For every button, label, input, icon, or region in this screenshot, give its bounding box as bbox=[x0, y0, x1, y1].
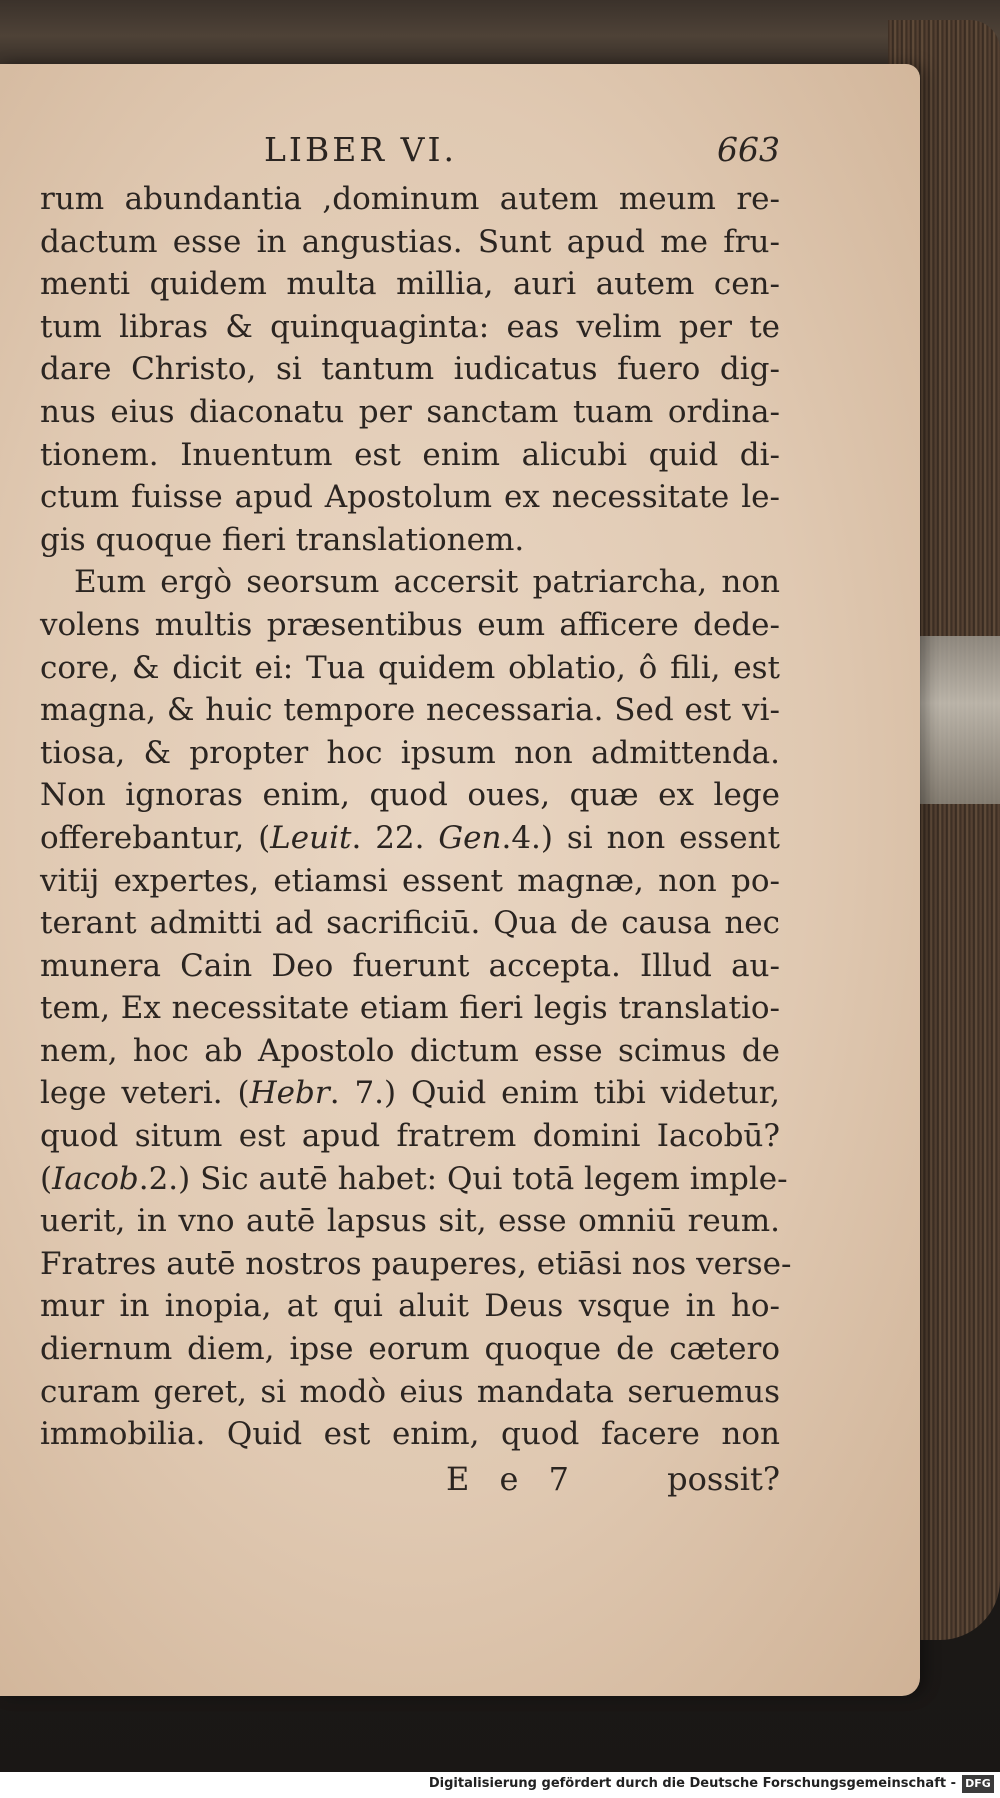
text-line: tiosa, & propter hoc ipsum non admittenda. bbox=[40, 734, 780, 771]
text-segment: . 22. bbox=[351, 819, 439, 856]
text-line: uerit, in vno autē lapsus sit, esse omniū reum. bbox=[40, 1203, 780, 1240]
text-segment: offerebantur, ( bbox=[40, 819, 271, 856]
scripture-citation: Gen bbox=[438, 819, 502, 856]
text-segment: .4.) si non essent bbox=[501, 819, 780, 856]
digitization-credit: Digitalisierung gefördert durch die Deutsche Forschungsgemeinschaft - bbox=[428, 1776, 956, 1791]
page-number: 663 bbox=[717, 130, 780, 169]
text-line: Fratres autē nostros pauperes, etiāsi nos verse- bbox=[40, 1245, 792, 1282]
text-line: nem, hoc ab Apostolo dictum esse scimus de bbox=[40, 1032, 780, 1069]
text-line: immobilia. Quid est enim, quod facere non bbox=[40, 1416, 780, 1453]
text-segment: .2.) Sic autē habet: Qui totā legem imple- bbox=[138, 1160, 788, 1197]
text-line: terant admitti ad sacrificiū. Qua de causa nec bbox=[40, 905, 780, 942]
text-line: tionem. Inuentum est enim alicubi quid di- bbox=[40, 436, 780, 473]
text-line: tem, Ex necessitate etiam fieri legis translatio- bbox=[40, 990, 780, 1027]
dfg-logo: DFG bbox=[962, 1775, 994, 1793]
text-line: dactum esse in angustias. Sunt apud me fru- bbox=[40, 223, 780, 260]
text-line: quod situm est apud fratrem domini Iacobū? bbox=[40, 1118, 780, 1155]
signature-mark: E e 7 bbox=[446, 1459, 579, 1498]
catchword: possit? bbox=[667, 1459, 780, 1498]
body-text bbox=[40, 178, 792, 1456]
text-line: core, & dicit ei: Tua quidem oblatio, ô fili, est bbox=[40, 649, 780, 686]
text-segment: lege veteri. ( bbox=[40, 1075, 250, 1112]
text-segment: ( bbox=[40, 1160, 53, 1197]
scripture-citation: Iacob bbox=[52, 1160, 139, 1197]
text-line bbox=[40, 817, 780, 860]
text-line: vitij expertes, etiamsi essent magnæ, non po- bbox=[40, 862, 780, 899]
text-line: Eum ergò seorsum accersit patriarcha, non bbox=[74, 564, 780, 601]
text-line: magna, & huic tempore necessaria. Sed est vi- bbox=[40, 692, 780, 729]
text-line: menti quidem multa millia, auri autem cen- bbox=[40, 266, 780, 303]
text-line: diernum diem, ipse eorum quoque de cætero bbox=[40, 1331, 780, 1368]
text-line: nus eius diaconatu per sanctam tuam ordina- bbox=[40, 393, 780, 430]
text-line: gis quoque fieri translationem. bbox=[40, 521, 525, 558]
text-line: tum libras & quinquaginta: eas velim per te bbox=[40, 308, 780, 345]
text-line: ctum fuisse apud Apostolum ex necessitate le- bbox=[40, 479, 780, 516]
page-footer bbox=[40, 1456, 780, 1502]
scripture-citation: Hebr bbox=[249, 1075, 330, 1112]
text-line: dare Christo, si tantum iudicatus fuero dig- bbox=[40, 351, 780, 388]
text-line bbox=[40, 1072, 780, 1115]
text-line: rum abundantia ,dominum autem meum re- bbox=[40, 181, 780, 217]
text-segment: . 7.) Quid enim tibi videtur, bbox=[329, 1075, 780, 1112]
text-line: curam geret, si modò eius mandata seruemus bbox=[40, 1373, 780, 1410]
text-line: mur in inopia, at qui aluit Deus vsque in ho- bbox=[40, 1288, 780, 1325]
text-line: Non ignoras enim, quod oues, quæ ex lege bbox=[40, 777, 780, 814]
text-line bbox=[40, 1158, 788, 1201]
running-title: LIBER VI. bbox=[264, 130, 457, 169]
text-line: munera Cain Deo fuerunt accepta. Illud au- bbox=[40, 947, 780, 984]
page-header bbox=[40, 130, 780, 170]
text-line: volens multis præsentibus eum afficere dede- bbox=[40, 606, 780, 643]
scripture-citation: Leuit bbox=[270, 819, 352, 856]
digitization-credit-bar bbox=[0, 1772, 1000, 1798]
page-text-block bbox=[40, 130, 792, 1502]
book-page bbox=[0, 64, 920, 1696]
